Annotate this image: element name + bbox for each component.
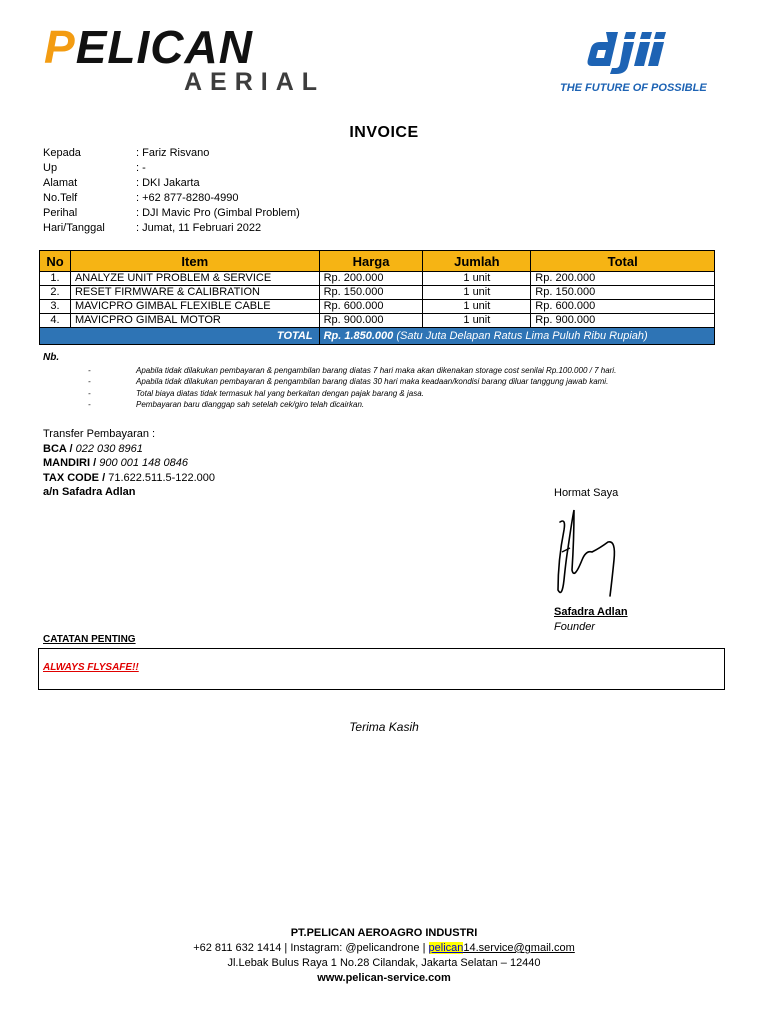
cell-item: MAVICPRO GIMBAL FLEXIBLE CABLE [70,300,319,314]
account-name: a/n Safadra Adlan [43,486,136,498]
footer-contact: +62 811 632 1414 | Instagram: @pelicandrone | pelican14.service@gmail.com [193,942,575,954]
cell-harga: Rp. 900.000 [319,314,423,328]
cell-total: Rp. 200.000 [531,272,715,286]
bca-line: BCA / 022 030 8961 [43,442,143,455]
footer-email-link[interactable]: pelican14.service@gmail.com [428,942,575,954]
logo-text: ELICAN [75,21,253,73]
table-row [40,300,715,314]
cell-jumlah: 1 unit [423,286,531,300]
list-item: - Total biaya diatas tidak termasuk hal yang berkaitan dengan pajak barang & jasa. [88,388,424,398]
cell-harga: Rp. 200.000 [319,272,423,286]
info-row-alamat: Alamat : DKI Jakarta [43,177,200,189]
important-notes-text: ALWAYS FLYSAFE!! [43,662,139,673]
important-notes-box [38,648,725,690]
cell-jumlah: 1 unit [423,272,531,286]
total-value [319,328,714,345]
invoice-items-table [39,250,715,345]
cell-total: Rp. 900.000 [531,314,715,328]
cell-item: MAVICPRO GIMBAL MOTOR [70,314,319,328]
cell-item: RESET FIRMWARE & CALIBRATION [70,286,319,300]
col-header-total: Total [531,251,715,272]
footer-company: PT.PELICAN AEROAGRO INDUSTRI [290,927,478,939]
col-header-jumlah: Jumlah [423,251,531,272]
signer-name: Safadra Adlan [554,606,628,618]
col-header-harga: Harga [319,251,423,272]
signature-icon [552,500,632,605]
list-item: - Apabila tidak dilakukan pembayaran & pengambilan barang diatas 7 hari maka akan dikenakan storage cost senilai Rp.100.000 / 7 hari. [88,366,617,375]
total-words: (Satu Juta Delapan Ratus Lima Puluh Ribu Rupiah) [396,329,648,342]
cell-total: Rp. 150.000 [531,286,715,300]
table-row [40,314,715,328]
important-notes-label: CATATAN PENTING [43,634,136,645]
signer-role: Founder [554,621,595,633]
cell-harga: Rp. 600.000 [319,300,423,314]
total-amount: Rp. 1.850.000 [323,329,394,342]
footer-website-link[interactable]: www.pelican-service.com [317,972,451,984]
logo-subtitle: AERIAL [184,68,326,96]
cell-item: ANALYZE UNIT PROBLEM & SERVICE [70,272,319,286]
cell-jumlah: 1 unit [423,314,531,328]
table-row [40,272,715,286]
cell-no: 2. [40,286,71,300]
notes-list [88,365,616,410]
table-total-row [40,328,715,345]
invoice-title: INVOICE [349,124,419,141]
tax-line: TAX CODE / 71.622.511.5-122.000 [43,471,216,484]
footer-address: Jl.Lebak Bulus Raya 1 No.28 Cilandak, Jakarta Selatan – 12440 [227,957,541,969]
pelican-logo [44,21,253,73]
transfer-heading: Transfer Pembayaran : [43,428,156,440]
cell-jumlah: 1 unit [423,300,531,314]
dji-logo-icon [584,26,676,76]
cell-no: 3. [40,300,71,314]
notes-label: Nb. [43,352,60,363]
cell-no: 4. [40,314,71,328]
col-header-item: Item [70,251,319,272]
partner-tagline: THE FUTURE OF POSSIBLE [560,82,707,94]
info-row-kepada: Kepada : Fariz Risvano [43,147,210,159]
total-label: TOTAL [40,328,320,345]
closing-text: Hormat Saya [554,487,619,499]
list-item: - Pembayaran baru dianggap sah setelah cek/giro telah dicairkan. [88,399,365,409]
thank-you-text: Terima Kasih [349,720,419,734]
mandiri-line: MANDIRI / 900 001 148 0846 [43,457,188,469]
table-row [40,286,715,300]
cell-total: Rp. 600.000 [531,300,715,314]
info-row-tanggal: Hari/Tanggal : Jumat, 11 Februari 2022 [43,222,262,234]
list-item: - Apabila tidak dilakukan pembayaran & pengambilan barang diatas 30 hari maka keadaan/kondisi barang diluar tanggung jawab kami. [88,377,609,387]
info-row-up: Up : - [43,162,146,174]
info-row-telf: No.Telf : +62 877-8280-4990 [43,192,239,204]
logo-initial: P [44,21,76,73]
info-row-perihal: Perihal : DJI Mavic Pro (Gimbal Problem) [43,207,300,219]
col-header-no: No [40,251,71,272]
customer-info [43,146,300,236]
payment-transfer-info [43,427,215,500]
table-header-row [40,251,715,272]
cell-no: 1. [40,272,71,286]
cell-harga: Rp. 150.000 [319,286,423,300]
